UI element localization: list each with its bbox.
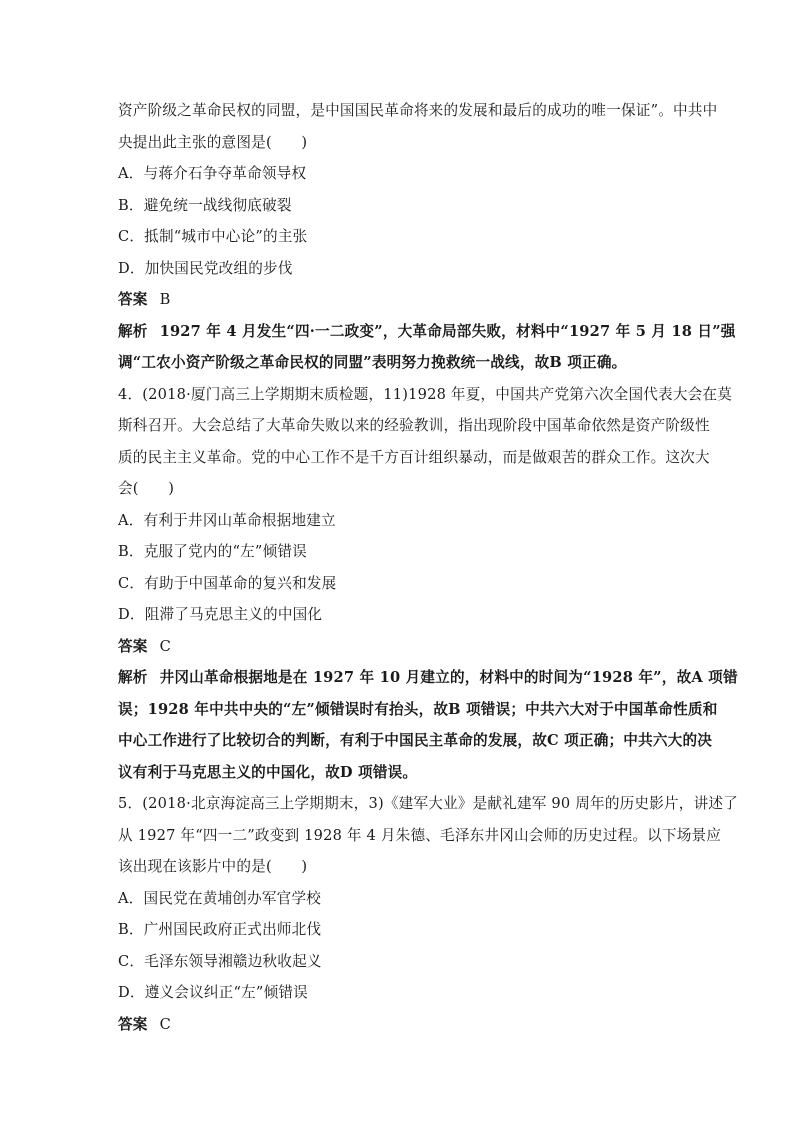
question-3-analysis-line-2: 调“工农小资产阶级之革命民权的同盟”表明努力挽救统一战线，故B 项正确。 <box>118 354 627 371</box>
question-4-analysis-line-3: 中心工作进行了比较切合的判断，有利于中国民主革命的发展，故C 项正确；中共六大的决 <box>118 732 713 749</box>
answer-label: 答案 <box>118 291 148 308</box>
question-3-answer <box>118 284 678 316</box>
question-4-answer <box>118 631 678 663</box>
question-4-text-line-2: 斯科召开。大会总结了大革命失败以来的经验教训，指出现阶段中国革命依然是资产阶级性 <box>118 417 710 434</box>
question-4-option-b: B．克服了党内的“左”倾错误 <box>118 543 307 560</box>
question-5-answer <box>118 1009 678 1041</box>
analysis-text: 1927 年 4 月发生“四·一二政变”，大革命局部失败，材料中“1927 年 5 月 18 日”强 <box>159 322 736 340</box>
question-3-analysis-line-1 <box>118 316 736 348</box>
question-5-option-d: D．遵义会议纠正“左”倾错误 <box>118 984 308 1001</box>
analysis-label: 解析 <box>118 669 148 686</box>
question-4-text-line-1: 4．(2018·厦门高三上学期期末质检题，11)1928 年夏，中国共产党第六次全国代表大会在莫 <box>118 385 732 403</box>
question-3-text-line-1: 资产阶级之革命民权的同盟，是中国国民革命将来的发展和最后的成功的唯一保证”。中共中 <box>118 102 718 119</box>
question-4-analysis-line-1 <box>118 662 738 694</box>
question-4-analysis-line-4: 议有利于马克思主义的中国化，故D 项错误。 <box>118 763 418 781</box>
question-5-option-a: A．国民党在黄埔创办军官学校 <box>118 889 322 907</box>
question-4-option-d: D．阻滞了马克思主义的中国化 <box>118 606 323 623</box>
answer-value: B <box>159 291 171 308</box>
question-5-text-line-3: 该出现在该影片中的是( ) <box>118 858 308 875</box>
answer-value: C <box>159 1015 171 1033</box>
question-4-text-line-3: 质的民主主义革命。党的中心工作不是千方百计组织暴动，而是做艰苦的群众工作。这次大 <box>118 448 710 466</box>
question-3-text-line-2: 央提出此主张的意图是( ) <box>118 133 308 151</box>
document-page <box>118 95 738 1040</box>
question-3-option-d: D．加快国民党改组的步伐 <box>118 259 293 277</box>
question-3-option-c: C．抵制“城市中心论”的主张 <box>118 228 308 245</box>
question-4-option-a: A．有利于井冈山革命根据地建立 <box>118 511 336 529</box>
analysis-label: 解析 <box>118 322 148 340</box>
question-5-text-line-2: 从 1927 年“四一二”政变到 1928 年 4 月朱德、毛泽东井冈山会师的历史过程。以下场景应 <box>118 826 722 844</box>
question-3-option-a: A．与蒋介石争夺革命领导权 <box>118 165 307 182</box>
question-4-text-line-4: 会( ) <box>118 480 175 497</box>
question-5-option-b: B．广州国民政府正式出师北伐 <box>118 921 322 938</box>
answer-label: 答案 <box>118 637 148 655</box>
analysis-text: 井冈山革命根据地是在 1927 年 10 月建立的，材料中的时间为“1928 年”，故A 项错 <box>159 669 738 686</box>
answer-label: 答案 <box>118 1015 148 1033</box>
question-4-analysis-line-2: 误；1928 年中共中央的“左”倾错误时有抬头，故B 项错误；中共六大对于中国革命性质和 <box>118 700 718 718</box>
question-5-text-line-1: 5．(2018·北京海淀高三上学期期末，3)《建军大业》是献礼建军 90 周年的历史影片，讲述了 <box>118 795 738 812</box>
question-3-option-b: B．避免统一战线彻底破裂 <box>118 196 292 214</box>
question-4-option-c: C．有助于中国革命的复兴和发展 <box>118 574 337 592</box>
question-5-option-c: C．毛泽东领导湘赣边秋收起义 <box>118 952 322 970</box>
answer-value: C <box>159 637 171 655</box>
